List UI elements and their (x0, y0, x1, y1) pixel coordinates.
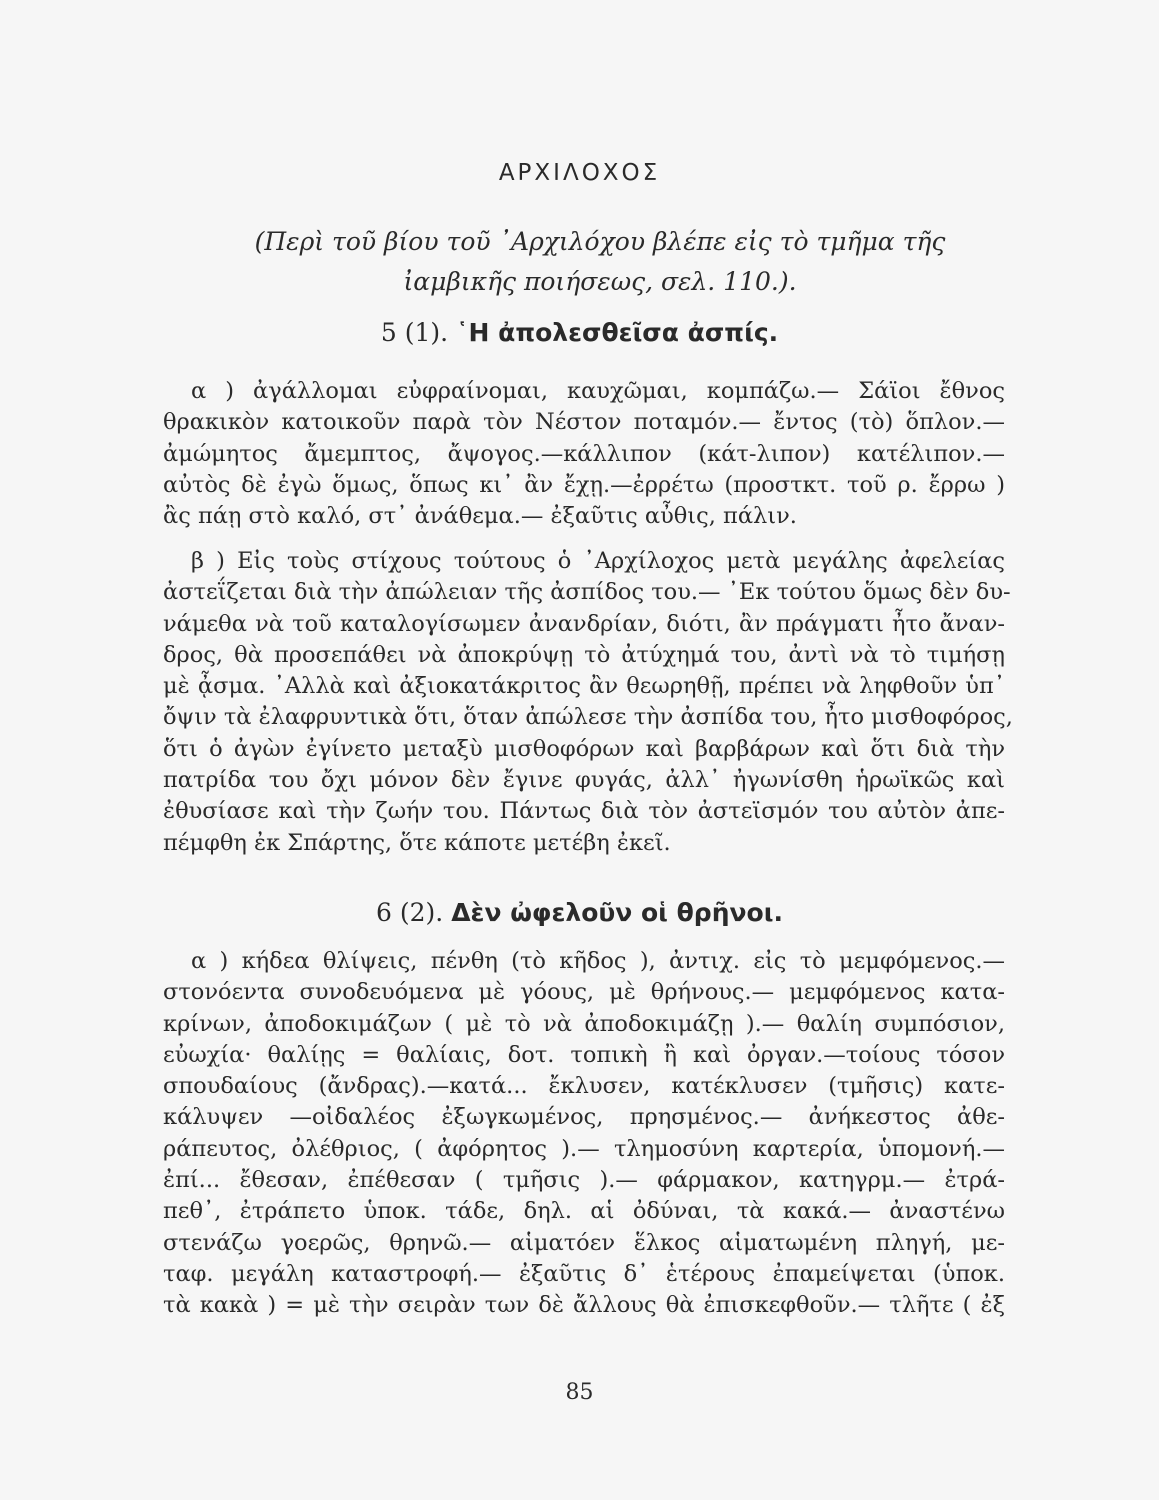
text-line: ταφ. μεγάλη καταστροφή.— ἐξαῦτις δ᾿ ἑτέρους ἐπαμείψεται (ὑποκ. (163, 1260, 1005, 1287)
text-line: ὄψιν τὰ ἐλαφρυντικὰ ὅτι, ὅταν ἀπώλεσε τὴν ἀσπίδα του, ἦτο μισθοφόρος, (163, 704, 1013, 731)
section-6-heading (0, 898, 1159, 927)
section-5-paragraph-a (163, 376, 1005, 532)
subtitle-line: (Περὶ τοῦ βίου τοῦ ᾿Αρχιλόχου βλέπε εἰς τὸ τμῆμα τῆς (254, 227, 946, 256)
text-line: δρος, θὰ προσεπάθει νὰ ἀποκρύψῃ τὸ ἀτύχημά του, ἀντὶ νὰ τὸ τιμήσῃ (163, 641, 1005, 668)
text-line: αὐτὸς δὲ ἐγὼ ὅμως, ὅπως κι᾿ ἂν ἔχῃ.—ἐρρέτω (προστκτ. τοῦ ρ. ἔρρω ) (163, 471, 1005, 498)
text-line: πέμφθη ἐκ Σπάρτης, ὅτε κάποτε μετέβη ἐκεῖ. (163, 829, 671, 856)
text-line: ἂς πάῃ στὸ καλό, στ᾿ ἀνάθεμα.— ἐξαῦτις αὖθις, πάλιν. (163, 503, 797, 530)
text-line: ἀμώμητος ἄμεμπτος, ἄψογος.—κάλλιπον (κάτ-λιπον) κατέλιπον.— (163, 440, 1005, 467)
text-line: ράπευτος, ὀλέθριος, ( ἀφόρητος ).— τλημοσύνη καρτερία, ὑπομονή.— (163, 1135, 1005, 1162)
text-line: κρίνων, ἀποδοκιμάζων ( μὲ τὸ νὰ ἀποδοκιμάζῃ ).— θαλίη συμπόσιον, (163, 1010, 1005, 1037)
page-number: 85 (565, 1380, 594, 1405)
text-line: πεθ᾿, ἐτράπετο ὑποκ. τάδε, δηλ. αἱ ὀδύναι, τὰ κακά.— ἀναστένω (163, 1198, 1005, 1225)
text-line: β ) Εἰς τοὺς στίχους τούτους ὁ ᾿Αρχίλοχος μετὰ μεγάλης ἀφελείας (191, 548, 1005, 574)
text-line: ἐθυσίασε καὶ τὴν ζωήν του. Πάντως διὰ τὸν ἀστεϊσμόν του αὐτὸν ἀπε- (163, 798, 1005, 825)
section-title: Δὲν ὠφελοῦν οἱ θρῆνοι. (451, 898, 783, 927)
text-line: σπουδαίους (ἄνδρας).—κατά... ἔκλυσεν, κατέκλυσεν (τμῆσις) κατε- (163, 1073, 1005, 1100)
text-line: ἐπί... ἔθεσαν, ἐπέθεσαν ( τμῆσις ).— φάρμακον, κατηγρμ.— ἐτρά- (163, 1167, 1005, 1194)
section-title: ῾Η ἀπολεσθεῖσα ἀσπίς. (456, 318, 779, 347)
text-line: κάλυψεν —οἰδαλέος ἐξωγκωμένος, πρησμένος.— ἀνήκεστος ἀθε- (163, 1104, 1005, 1131)
text-line: α ) κήδεα θλίψεις, πένθη (τὸ κῆδος ), ἀντιχ. εἰς τὸ μεμφόμενος.— (191, 948, 1005, 974)
text-line: τὰ κακὰ ) = μὲ τὴν σειρὰν των δὲ ἄλλους θὰ ἐπισκεφθοῦν.— τλῆτε ( ἐξ (163, 1292, 1005, 1319)
section-6-paragraph-a (163, 946, 1005, 1322)
text-line: πατρίδα του ὄχι μόνον δὲν ἔγινε φυγάς, ἀλλ᾿ ἠγωνίσθη ἡρωϊκῶς καὶ (163, 767, 1005, 794)
text-line: ἀστεΐζεται διὰ τὴν ἀπώλειαν τῆς ἀσπίδος του.— ᾿Εκ τούτου ὅμως δὲν δυ- (163, 579, 1011, 606)
text-line: εὐωχία· θαλίῃς = θαλίαις, δοτ. τοπικὴ ἢ καὶ ὀργαν.—τοίους τόσον (163, 1041, 1005, 1068)
text-line: ὅτι ὁ ἀγὼν ἐγίνετο μεταξὺ μισθοφόρων καὶ βαρβάρων καὶ ὅτι διὰ τὴν (163, 735, 1005, 762)
section-5-heading (0, 318, 1159, 347)
section-number: 5 (1). (380, 318, 449, 347)
text-line: θρακικὸν κατοικοῦν παρὰ τὸν Νέστον ποταμόν.— ἔντος (τὸ) ὅπλον.— (163, 409, 1005, 436)
subtitle-note (240, 222, 960, 302)
text-line: μὲ ᾆσμα. ᾿Αλλὰ καὶ ἀξιοκατάκριτος ἂν θεωρηθῇ, πρέπει νὰ ληφθοῦν ὑπ᾿ (163, 673, 1005, 700)
section-5-paragraph-b (163, 546, 1013, 859)
text-line: στονόεντα συνοδευόμενα μὲ γόους, μὲ θρήνους.— μεμφόμενος κατα- (163, 979, 1005, 1006)
section-number: 6 (2). (376, 898, 444, 927)
text-line: α ) ἀγάλλομαι εὐφραίνομαι, καυχῶμαι, κομπάζω.— Σάϊοι ἔθνος (191, 378, 1005, 404)
subtitle-line: ἰαμβικῆς ποιήσεως, σελ. 110.). (403, 267, 797, 296)
page-title: ΑΡΧΙΛΟΧΟΣ (498, 160, 661, 186)
text-line: νάμεθα νὰ τοῦ καταλογίσωμεν ἀνανδρίαν, διότι, ἂν πράγματι ἦτο ἄναν- (163, 610, 1005, 637)
text-line: στενάζω γοερῶς, θρηνῶ.— αἱματόεν ἕλκος αἱματωμένη πληγή, με- (163, 1229, 1005, 1256)
